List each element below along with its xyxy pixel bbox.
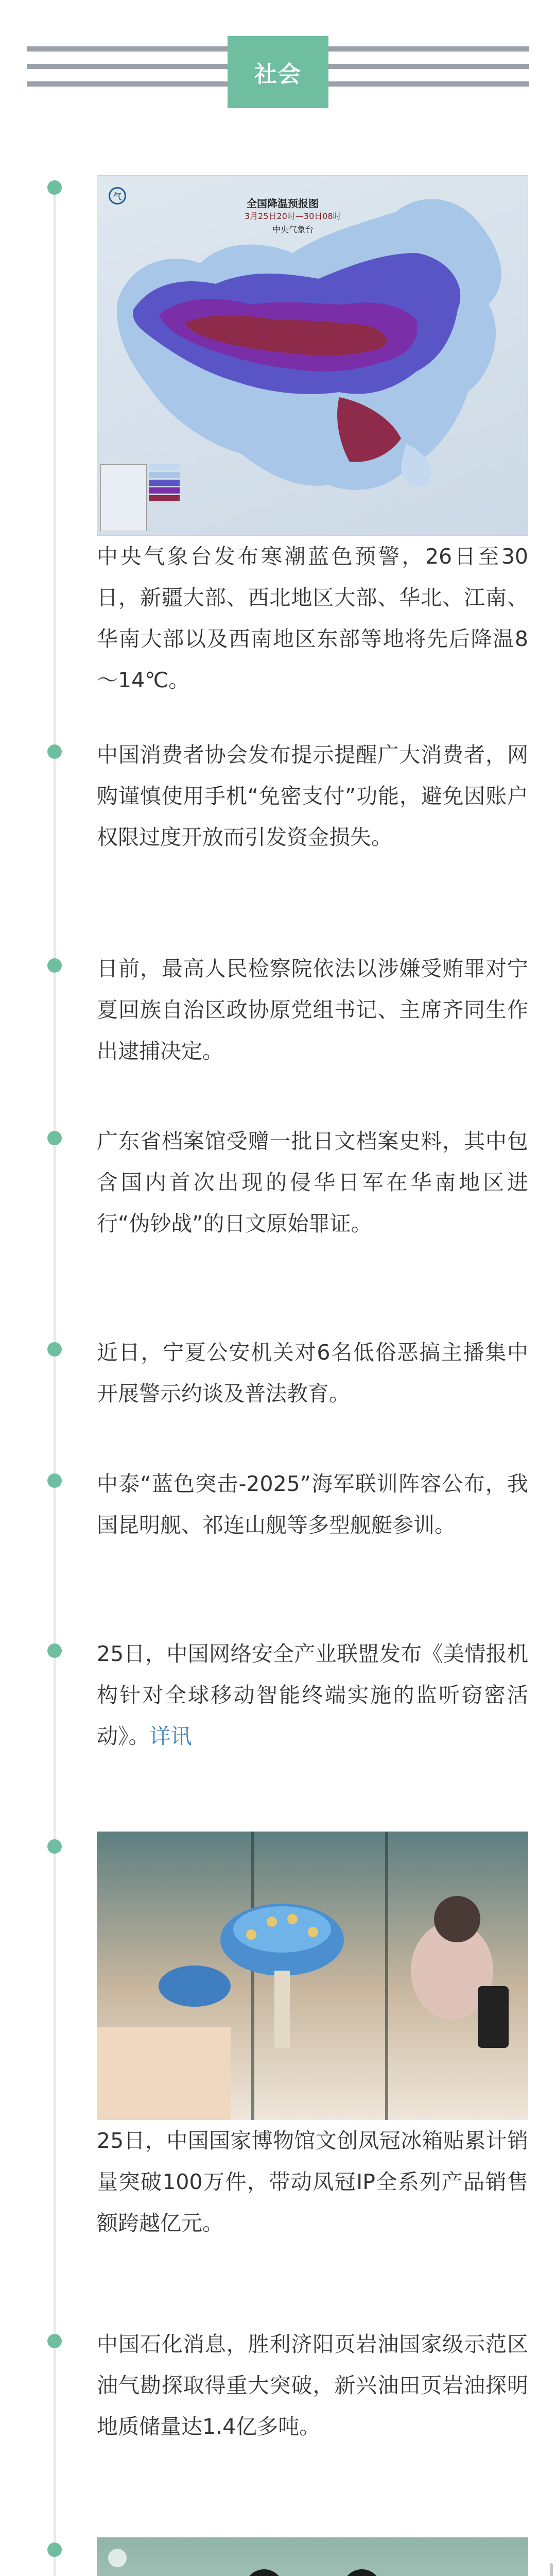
news-text: 中国消费者协会发布提示提醒广大消费者，网购谨慎使用手机“免密支付”功能，避免因账户权限过度开放而引发资金损失。 xyxy=(97,742,528,850)
timeline-dot xyxy=(47,744,62,759)
timeline-dot xyxy=(47,958,62,973)
timeline-dot xyxy=(47,180,62,195)
news-text: 中央气象台发布寒潮蓝色预警，26日至30日，新疆大部、西北地区大部、华北、江南、华南大部以及西南地区东部等地将先后降温8～14℃。 xyxy=(97,544,528,692)
panda-photo-graphic xyxy=(97,2537,528,2576)
scrollbar-thumb[interactable] xyxy=(550,2563,553,2576)
news-item xyxy=(97,1633,528,1757)
news-item xyxy=(97,948,528,1072)
map-legend xyxy=(149,464,180,503)
giant-panda-photo xyxy=(97,2537,528,2576)
timeline-dot xyxy=(47,1839,62,1854)
phoenix-crown-photo xyxy=(97,1832,528,2120)
detail-link[interactable]: 详讯 xyxy=(149,1724,192,1749)
news-item xyxy=(97,2324,528,2447)
timeline-dot xyxy=(47,1643,62,1658)
news-text: 中国石化消息，胜利济阳页岩油国家级示范区油气勘探取得重大突破，新兴油田页岩油探明地质储量达1.4亿多吨。 xyxy=(97,2332,528,2439)
map-source: 中央气象台 xyxy=(272,225,314,234)
news-text-body: 25日，中国网络安全产业联盟发布《美情报机构针对全球移动智能终端实施的监听窃密活动》。 xyxy=(97,1641,528,1749)
temperature-drop-map-image xyxy=(97,175,528,536)
section-badge: 社会 xyxy=(228,36,328,108)
news-item xyxy=(97,1332,528,1414)
timeline-dot xyxy=(47,1342,62,1357)
section-header xyxy=(0,0,556,118)
news-item xyxy=(97,1463,528,1546)
timeline-dot xyxy=(47,1131,62,1145)
news-item xyxy=(97,2537,528,2576)
news-text: 近日，宁夏公安机关对6名低俗恶搞主播集中开展警示约谈及普法教育。 xyxy=(97,1340,528,1406)
south-china-sea-inset xyxy=(100,464,147,531)
news-item xyxy=(97,1121,528,1244)
map-title: 全国降温预报图 xyxy=(247,197,319,210)
news-text: 广东省档案馆受赠一批日文档案史料，其中包含国内首次出现的侵华日军在华南地区进行“伪钞战”的日文原始罪证。 xyxy=(97,1129,528,1236)
news-text: 25日，中国国家博物馆文创凤冠冰箱贴累计销量突破100万件，带动凤冠IP全系列产品销售额跨越亿元。 xyxy=(97,2128,528,2235)
timeline-dot xyxy=(47,2543,62,2557)
news-text xyxy=(97,1633,528,1757)
news-item xyxy=(97,1832,528,2244)
news-text: 日前，最高人民检察院依法以涉嫌受贿罪对宁夏回族自治区政协原党组书记、主席齐同生作出逮捕决定。 xyxy=(97,956,528,1063)
timeline-dot xyxy=(47,2334,62,2348)
news-item xyxy=(97,175,528,701)
news-text: 中泰“蓝色突击-2025”海军联训阵容公布，我国昆明舰、祁连山舰等多型舰艇参训。 xyxy=(97,1471,528,1537)
news-item xyxy=(97,734,528,858)
timeline-dot xyxy=(47,1473,62,1488)
map-subtitle: 3月25日20时—30日08时 xyxy=(245,211,341,221)
cma-logo-icon: 气 xyxy=(109,187,126,205)
museum-photo-graphic xyxy=(97,1832,528,2120)
timeline-line xyxy=(54,180,56,2576)
